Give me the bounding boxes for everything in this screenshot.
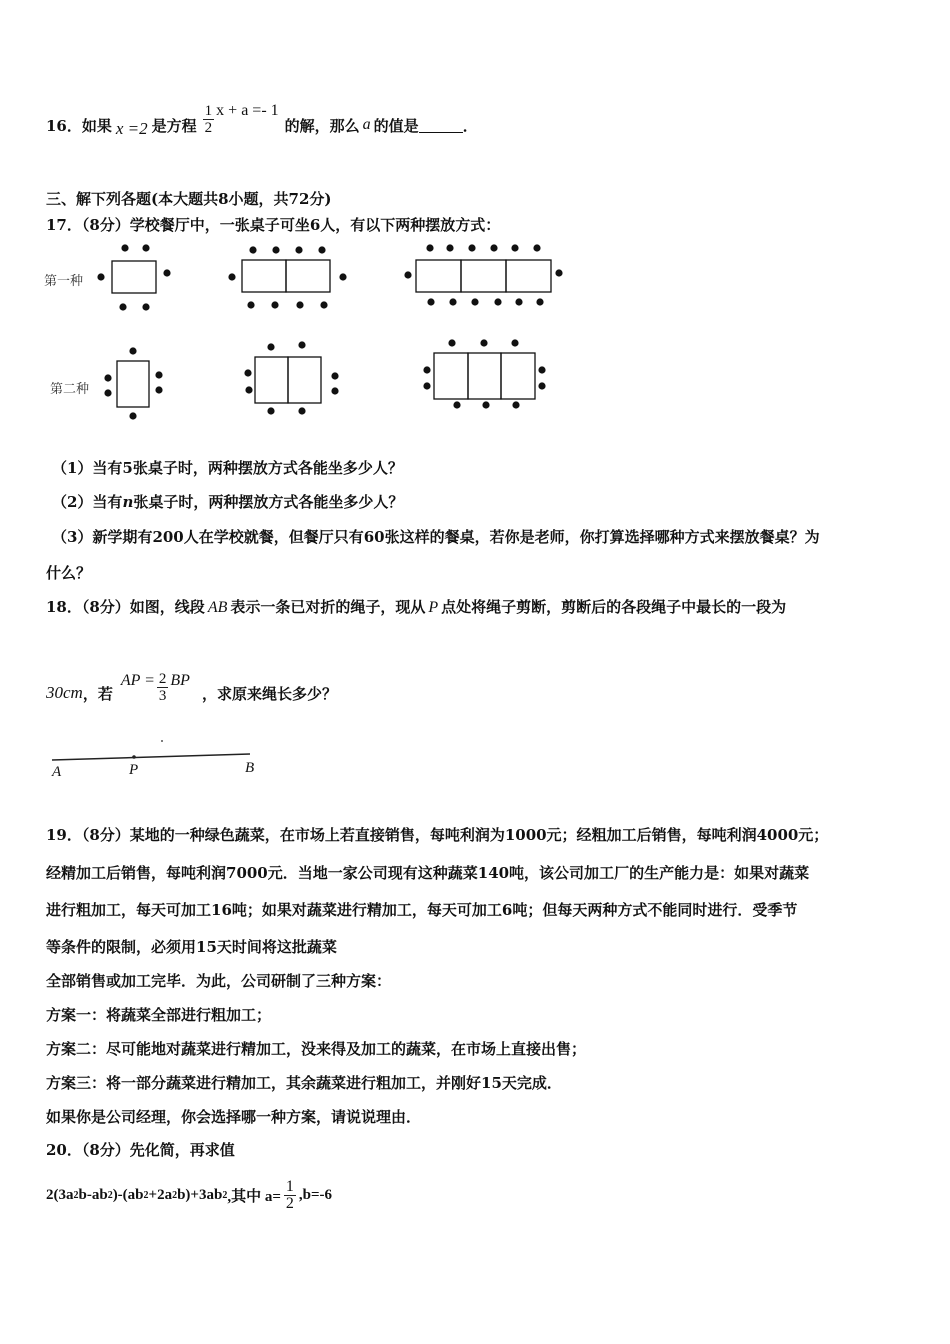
q18-line1: 18．（8分）如图，线段 AB 表示一条已对折的绳子，现从 P 点处将绳子剪断，剪断后的各段绳子中最长的一段为 xyxy=(46,598,787,616)
q16-end: ． xyxy=(462,116,478,135)
q16-var-a: a xyxy=(362,116,371,133)
q19-line-5: 全部销售或加工完毕．为此，公司研制了三种方案： xyxy=(46,972,392,990)
label-a: A xyxy=(52,764,62,780)
q19-line-2: 经精加工后销售，每吨利润7000元．当地一家公司现有这种蔬菜140吨，该公司加工厂的生产能力是：如果对蔬菜 xyxy=(46,864,810,882)
q18-fraction: $\frac{2}{3}$ xyxy=(158,670,167,704)
var-n: n xyxy=(122,493,134,511)
q16-condition: x =2 xyxy=(115,119,148,138)
ap-expr: AP = xyxy=(120,672,155,689)
point-p: P xyxy=(428,599,439,616)
section-title: 三、解下列各题(本大题共8小题，共72分) xyxy=(46,190,332,208)
q18-line2: 30cm ，若 AP = $\frac{2}{3}$ BP ，求原来绳长多少？ xyxy=(46,670,337,704)
q17-sub2: （2）当有n张桌子时，两种摆放方式各能坐多少人？ xyxy=(52,493,404,511)
length-value: 30cm xyxy=(46,683,83,702)
q19-line-9: 如果你是公司经理，你会选择哪一种方案，请说说理由． xyxy=(46,1108,422,1126)
q19-line-1: 19．（8分）某地的一种绿色蔬菜，在市场上若直接销售，每吨利润为1000元；经粗加工后销售，每吨利润4000元； xyxy=(46,826,829,844)
label-first-method: 第一种 xyxy=(44,274,84,289)
q16-prefix: 16．如果 xyxy=(46,116,112,135)
q20-stem: 20．（8分）先化简，再求值 xyxy=(46,1141,235,1159)
q16-equation: x + a =- 1 xyxy=(216,102,279,119)
q16-mid: 是方程 xyxy=(151,116,197,135)
q19-line-3: 进行粗加工，每天可加工16吨；如果对蔬菜进行精加工，每天可加工6吨；但每天两种方式不能同时进行．受季节 xyxy=(46,901,798,919)
q20-expression: 2(3a 2 b-ab 2 )-(ab 2 +2a 2 b)+3ab 2 ,其中 a= $\frac{1}{2}$ ,b=-6 xyxy=(46,1177,333,1212)
label-p: P xyxy=(129,762,139,778)
q17-sub3-line2: 什么？ xyxy=(46,564,92,582)
q19-line-8: 方案三：将一部分蔬菜进行精加工，其余蔬菜进行粗加工，并刚好15天完成． xyxy=(46,1074,562,1092)
q17-sub1: （1）当有5张桌子时，两种摆放方式各能坐多少人？ xyxy=(52,459,403,477)
segment-ab: AB xyxy=(207,599,228,616)
q17-stem: 17．（8分）学校餐厅中，一张桌子可坐6人，有以下两种摆放方式： xyxy=(46,216,501,234)
q19-line-4: 等条件的限制，必须用15天时间将这批蔬菜 xyxy=(46,938,337,956)
q17-sub3-line1: （3）新学期有200人在学校就餐，但餐厅只有60张这样的餐桌，若你是老师，你打算选择哪种方式来摆放餐桌？为 xyxy=(52,528,820,546)
bp-expr: BP xyxy=(170,672,190,689)
label-b: B xyxy=(245,760,255,776)
q20-fraction: $\frac{1}{2}$ xyxy=(285,1177,294,1212)
q19-line-6: 方案一：将蔬菜全部进行粗加工； xyxy=(46,1006,272,1024)
q16-suffix2: 的值是 xyxy=(373,116,419,135)
q16-suffix: 的解，那么 xyxy=(284,116,360,135)
q16-fraction: $\frac{1}{2}$ xyxy=(204,102,213,136)
q19-line-7: 方案二：尽可能地对蔬菜进行精加工，没来得及加工的蔬菜，在市场上直接出售； xyxy=(46,1040,587,1058)
label-second-method: 第二种 xyxy=(50,382,90,397)
